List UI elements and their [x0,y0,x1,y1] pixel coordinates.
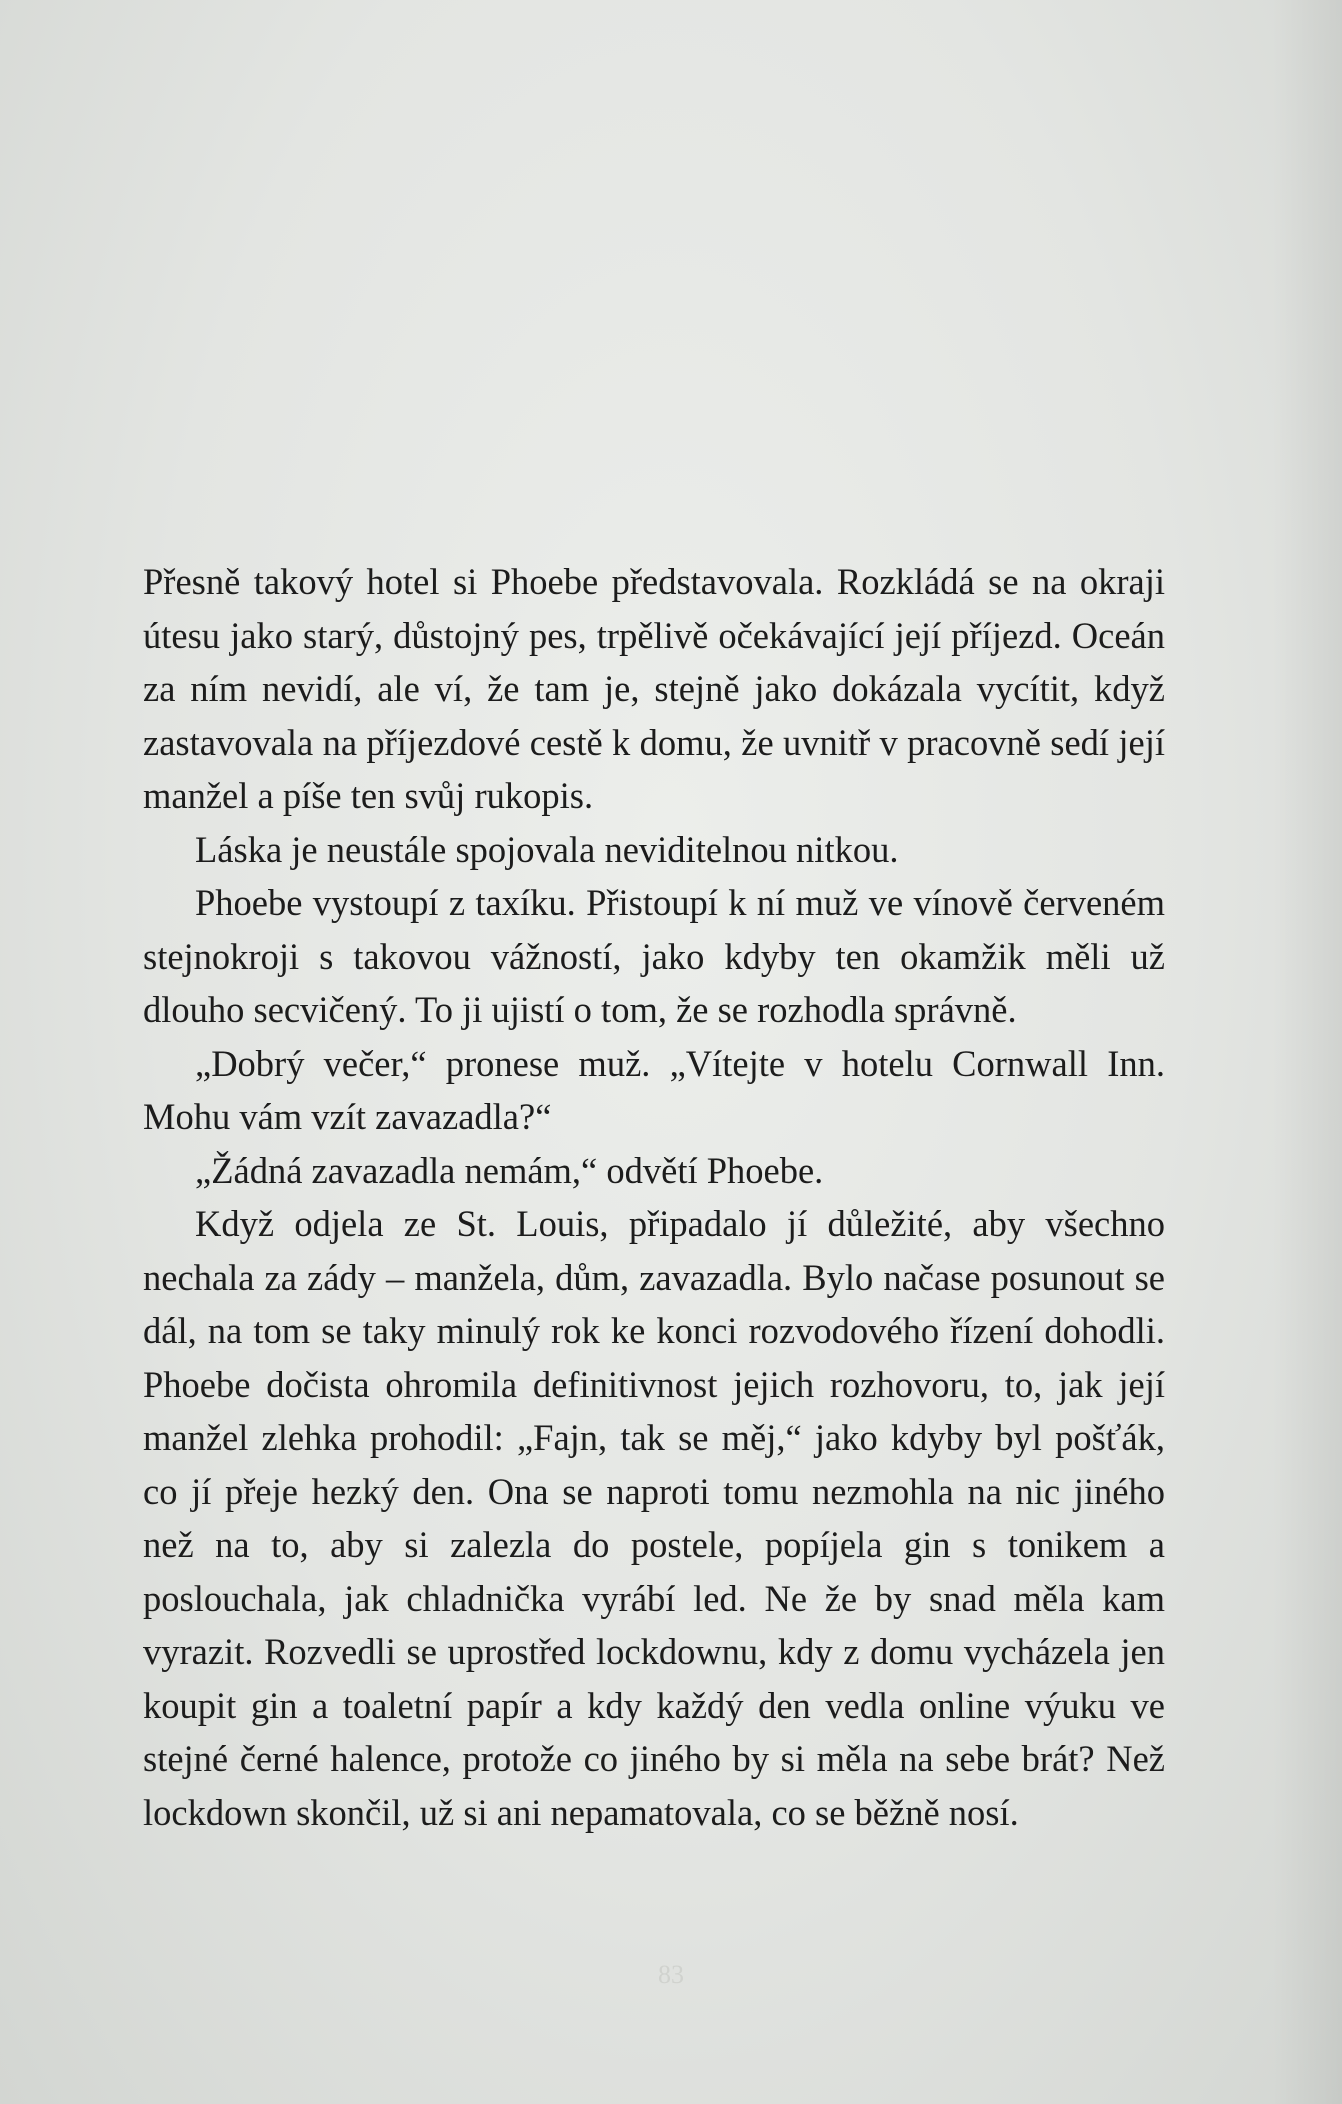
paragraph-4: „Dobrý večer,“ pronese muž. „Vítejte v hotelu Cornwall Inn. Mohu vám vzít zavazadla?“ [143,1042,1165,1137]
paragraph-2: Láska je neustále spojovala neviditelnou nitkou. [195,828,899,870]
body-text [143,555,1165,1839]
paragraph-6: Když odjela ze St. Louis, připadalo jí důležité, aby všechno nechala za zády – manžela, dům, zavazadla. Bylo načase posunout se dál, na tom se taky minulý rok ke konci rozvodového řízení dohodli. Phoebe dočista ohromila definitivnost jejich rozhovoru, to, jak její manžel zlehka prohodil: „Fajn, tak se měj,“ jako kdyby byl pošťák, co jí přeje hezký den. Ona se naproti tomu nezmohla na nic jiného než na to, aby si zalezla do postele, popíjela gin s tonikem a poslouchala, jak chladnička vyrábí led. Ne že by snad měla kam vyrazit. Rozvedli se uprostřed lockdownu, kdy z domu vycházela jen koupit gin a toaletní papír a kdy každý den vedla online výuku ve stejné černé halence, protože co jiného by si měla na sebe brát? Než lockdown skončil, už si ani nepamatovala, co se běžně nosí. [143,1203,1165,1833]
page-number: 83 [658,1960,684,1989]
paragraph-3: Phoebe vystoupí z taxíku. Přistoupí k ní muž ve vínově červeném stejnokroji s takovou vážností, jako kdyby ten okamžik měli už dlouho secvičený. To ji ujistí o tom, že se rozhodla správně. [143,882,1165,1030]
paragraph-1: Přesně takový hotel si Phoebe představovala. Rozkládá se na okraji útesu jako starý, důstojný pes, trpělivě očekávající její příjezd. Oceán za ním nevidí, ale ví, že tam je, stejně jako dokázala vycítit, když zastavovala na příjezdové cestě k domu, že uvnitř v pracovně sedí její manžel a píše ten svůj rukopis. [143,561,1165,816]
paragraph-5: „Žádná zavazadla nemám,“ odvětí Phoebe. [195,1149,824,1191]
